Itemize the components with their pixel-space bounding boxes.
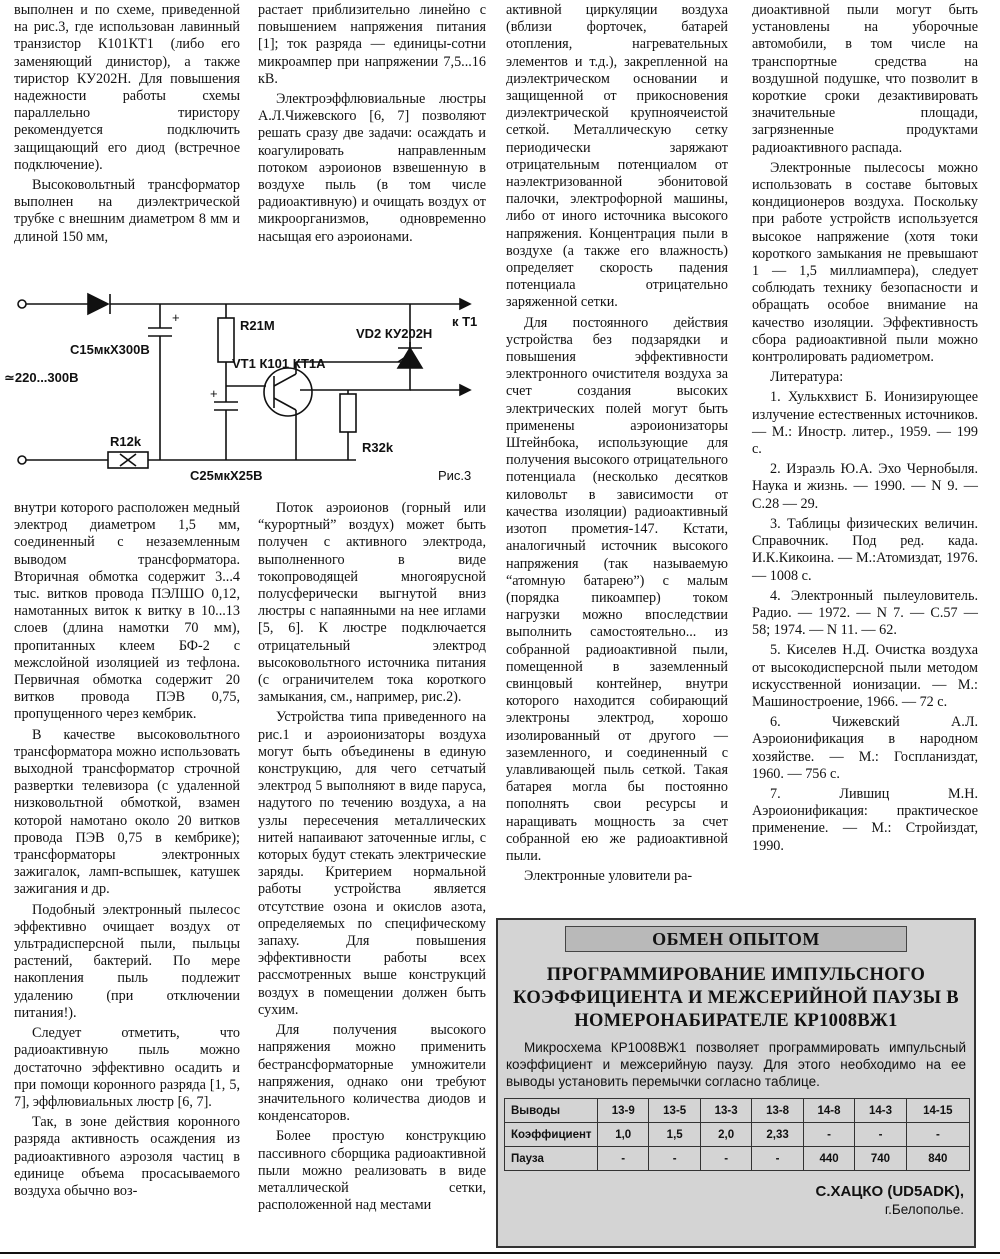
table-row <box>505 1099 970 1123</box>
reference-item: 5. Киселев Н.Д. Очистка воздуха от высокодисперсной пыли методом искусственной ионизации. — М.: Машиностроение, 1966. — 72 с. <box>752 642 978 710</box>
row-header: Коэффициент <box>505 1123 598 1147</box>
paragraph: диоактивной пыли могут быть установлены на уборочные автомобили, в том числе на транспортные средства на воздушной подушке, что позволит в короткие сроки дезактивировать значительные площади, загрязненные продуктами радиоактивного распада. <box>752 2 978 156</box>
paragraph: активной циркуляции воздуха (вблизи форточек, батарей отопления, нагревательных элементов и т.д.), закрепленной на диэлектрическом основании и защищенной от прикосновения диэлектрической крупноячеистой сеткой. Металлическую сетку периодически заряжают отрицательным потенциалом от наэлектризованной эбонитовой палочки, электрофорной машины, либо от иного источника высокого напряжения. Концентрация пыли в воздухе (а также его влажность) определяет скорость падения потенциала отрицательно заряженной сетки. <box>506 2 728 311</box>
resistor-r3 <box>340 394 356 432</box>
table-row <box>505 1123 970 1147</box>
table-cell: - <box>803 1123 854 1147</box>
label-vd2: VD2 КУ202Н <box>356 326 433 341</box>
column-2-bottom <box>258 500 486 1217</box>
exchange-experience-box <box>496 918 976 1248</box>
c1-plus-sign: + <box>172 310 180 325</box>
label-r2: R21М <box>240 318 275 333</box>
literature-heading: Литература: <box>770 369 844 386</box>
label-r3: R32k <box>362 440 394 455</box>
table-cell: 14-3 <box>855 1099 906 1123</box>
label-t1: к Т1 <box>452 314 478 329</box>
table-cell: 14-8 <box>803 1099 854 1123</box>
table-cell: 14-15 <box>906 1099 969 1123</box>
column-1-bottom <box>14 500 240 1203</box>
paragraph: Устройства типа приведенного на рис.1 и аэроионизаторы воздуха могут быть объединены в единую конструкцию, для чего сетчатый электрод 5 выполняют в виде паруса, надутого по течению воздуха, а на узлы пересечения металлических нитей напаивают заточенные иглы, с которых будут стекать электрические заряды. Критерием нормальной работы устройства является отсутствие озона и окислов азота, определяемых по специфическому запаху. Для повышения эффективности работы всех рассмотренных выше конструкций воздух в помещении должен быть сухим. <box>258 709 486 1018</box>
column-4 <box>752 2 978 858</box>
figure-caption: Рис.3 <box>438 468 472 483</box>
table-cell: - <box>906 1123 969 1147</box>
paragraph: выполнен и по схеме, приведенной на рис.3, где использован лавинный транзистор К101КТ1 (либо его заменяющий динистор), а также тиристор КУ202Н. Для повышения надежности работы схемы параллельно тиристору рекомендуется подключить защищающий его диод (встречное подключение). <box>14 2 240 173</box>
table-cell: - <box>855 1123 906 1147</box>
paragraph: Поток аэроионов (горный или “курортный” воздух) может быть получен с активного электрода, выполненного в виде токопроводящей многоярусной полусферически выгнутой вниз люстры с напаянными на нее иглами [5, 6]. К люстре подключается отрицательный электрод высоковольтного источника питания (с ограничителем тока короткого замыкания, см., например, рис.2). <box>258 500 486 706</box>
diode-symbol <box>88 294 108 314</box>
label-r1: R12k <box>110 434 142 449</box>
paragraph: Подобный электронный пылесос эффективно очищает воздух от ультрадисперсной пыли, пыльцы растений, бактерий. По мере накопления пыль подлежит удалению (при отключении питания!). <box>14 901 240 1021</box>
paragraph: Электроэффлювиальные люстры А.Л.Чижевского [6, 7] позволяют решать сразу две задачи: осаждать и коагулировать направленным потоком аэроионов взвешенную в воздухе пыль (в том числе радиоактивную) и очищать воздух от микроорганизмов, одновременно насыщая его аэроионами. <box>258 91 486 245</box>
reference-item: 7. Лившиц М.Н. Аэроионификация: практическое применение. — М.: Стройиздат, 1990. <box>752 785 978 854</box>
circuit-schematic-fig3 <box>0 282 500 500</box>
table-cell: - <box>598 1147 649 1171</box>
article-intro: Микросхема КР1008ВЖ1 позволяет программировать импульсный коэффициент и межсерийную паузу. Для этого необходимо на ее выводы установить перемычки согласно таблице. <box>506 1040 966 1089</box>
paragraph: Высоковольтный трансформатор выполнен на диэлектрической трубке с внешним диаметром 8 мм и длиной 150 мм, <box>14 177 240 245</box>
table-cell: 2,0 <box>700 1123 751 1147</box>
table-cell: 13-3 <box>700 1099 751 1123</box>
pin-settings-table <box>504 1098 970 1171</box>
table-cell: 13-9 <box>598 1099 649 1123</box>
table-cell: - <box>752 1147 803 1171</box>
article-title: ПРОГРАММИРОВАНИЕ ИМПУЛЬСНОГО КОЭФФИЦИЕНТА И МЕЖСЕРИЙНОЙ ПАУЗЫ В НОМЕРОНАБИРАТЕЛЕ КР1008ВЖ1 <box>513 965 959 1031</box>
table-cell: 13-5 <box>649 1099 700 1123</box>
row-header: Выводы <box>505 1099 598 1123</box>
column-2-top <box>258 2 486 249</box>
reference-item: 2. Израэль Ю.А. Эхо Чернобыля. Наука и жизнь. — 1990. — N 9. — С.28 — 29. <box>752 461 978 512</box>
author-signature: С.ХАЦКО (UD5ADK), <box>815 1183 964 1200</box>
paragraph: Следует отметить, что радиоактивную пыль можно достаточно эффективно осадить и при помощи коронного разряда [1, 5, 7], эффлювиальных люстр [6, 7]. <box>14 1025 240 1110</box>
paragraph: Для получения высокого напряжения можно применить бестрансформаторные умножители напряжения, однако они требуют значительного количества диодов и конденсаторов. <box>258 1022 486 1125</box>
literature-list <box>752 389 978 854</box>
reference-item: 6. Чижевский А.Л. Аэроионификация в народном хозяйстве. — М.: Госпланиздат, 1960. — 756 с. <box>752 714 978 782</box>
transistor-vt1 <box>264 368 312 416</box>
table-cell: 1,5 <box>649 1123 700 1147</box>
table-cell: 840 <box>906 1147 969 1171</box>
label-c1: С15мкХ300В <box>70 342 150 357</box>
paragraph: В качестве высоковольтного трансформатора можно использовать выходной трансформатор строчной развертки телевизора (с удаленной низковольтной обмоткой, взамен которой намотано около 20 витков провода ПЭВ 0,75 в кембрике); трансформаторы электронных зажигалок, ламп-вспышек, катушек зажигания и др. <box>14 726 240 898</box>
paragraph: Электронные пылесосы можно использовать в составе бытовых кондиционеров воздуха. Поскольку при работе устройств используется высокое напряжение (хотя токи короткого замыкания не превышают 1 — 1,5 миллиампера), следует соблюдать технику безопасности и обращать особое внимание на качество изоляции. Эффективность сбора радиоактивной пыли можно контролировать радиометром. <box>752 159 978 366</box>
bottom-divider <box>0 1252 1000 1254</box>
table-cell: 2,33 <box>752 1123 803 1147</box>
paragraph: растает приблизительно линейно с повышением напряжения питания [1]; ток разряда — единицы-сотни микроампер при напряжении 7,5...16 кВ. <box>258 2 486 87</box>
table-cell: 740 <box>855 1147 906 1171</box>
author-city: г.Белополье. <box>884 1202 964 1217</box>
paragraph: Более простую конструкцию пассивного сборщика радиоактивной пыли можно реализовать в виде металлической сетки, расположенной над местами <box>258 1128 486 1214</box>
row-header: Пауза <box>505 1147 598 1171</box>
label-vt1: VT1 К101 КТ1А <box>232 356 326 371</box>
paragraph: Электронные уловители ра- <box>524 868 693 885</box>
literature-section <box>752 369 978 854</box>
paragraph: Для постоянного действия устройства без подзарядки и повышения эффективности электронного очистителя воздуха за счет создания высоких электрических полей могут быть применены аэроионизаторы Штейнбока, использующие для получения высокого отрицательного потенциала (несколько десятков киловольт в зависимости от качества изоляции) радиоактивный изотоп прометия-147. Кстати, аналогичный источник высокого напряжения (так называемую “атомную батарею”) с малым (порядка пикоампер) током нагрузки можно впоследствии выполнить самостоятельно... из собранной радиоактивной пыли, помещенной в заземленный свинцовый контейнер, внутри которого находится собирающий электроны электрод, хорошо изолированный от другого — заземленного, и соединенный с улавливающей пыль сеткой. Такая батарея могла бы постоянно пополнять свои ресурсы и наращивать мощность за счет собранной ею же радиоактивной пыли. <box>506 314 728 864</box>
table-cell: 13-8 <box>752 1099 803 1123</box>
table-cell: 440 <box>803 1147 854 1171</box>
rubric-label: ОБМЕН ОПЫТОМ <box>565 926 907 952</box>
label-c2: С25мкХ25В <box>190 468 263 483</box>
column-1-top <box>14 2 240 249</box>
column-4-body <box>752 2 978 366</box>
reference-item: 4. Электронный пылеуловитель. Радио. — 1972. — N 7. — С.57 — 58; 1974. — N 11. — 62. <box>752 587 978 639</box>
table-cell: - <box>700 1147 751 1171</box>
c2-plus-sign: + <box>210 386 218 401</box>
paragraph: Так, в зоне действия коронного разряда активность осаждения из радиоактивного аэрозоля частиц в единице объема просасываемого воздуха обычно воз- <box>14 1114 240 1199</box>
reference-item: 1. Хулькхвист Б. Ионизирующее излучение естественных источников. — М.: Иностр. литер., 1959. — 199 с. <box>752 389 978 458</box>
table-row <box>505 1147 970 1171</box>
table-cell: - <box>649 1147 700 1171</box>
paragraph: внутри которого расположен медный электрод диаметром 1,5 мм, соединенный с незаземленным выводом трансформатора. Вторичная обмотка содержит 3...4 тыс. витков провода ПЭЛШО 0,12, намотанных виток к витку в 10...13 слоев (длина намотки 70 мм), пропитанных клеем БФ-2 с межслойной изоляцией из тефлона. Первичная обмотка содержит 20 витков провода ПЭВ 0,75, пропущенного через кембрик. <box>14 500 240 723</box>
reference-item: 3. Таблицы физических величин. Справочник. Под ред. када. И.К.Кикоина. — М.:Атомиздат, 1976. — 1008 с. <box>752 515 978 584</box>
table-cell: 1,0 <box>598 1123 649 1147</box>
label-supply: ≃220...300В <box>4 370 79 385</box>
column-3 <box>506 2 728 888</box>
